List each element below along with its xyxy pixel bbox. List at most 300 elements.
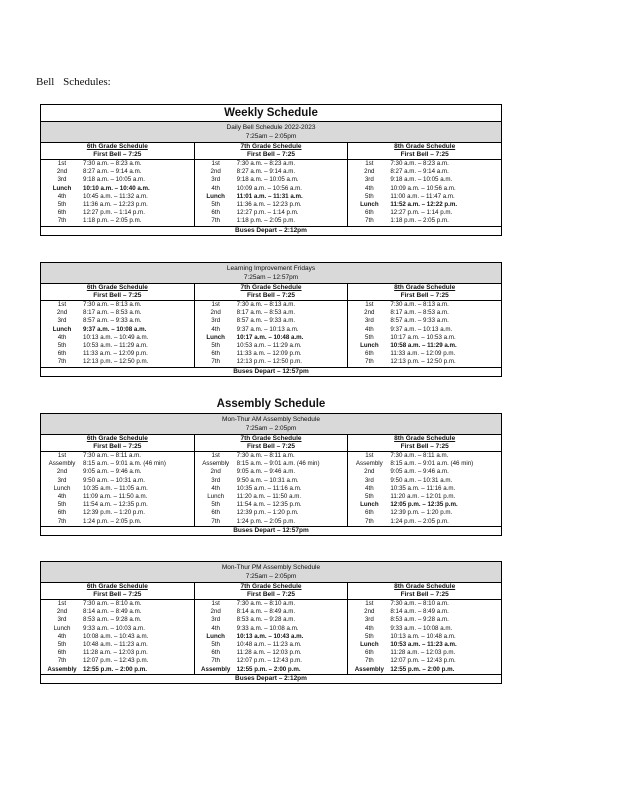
schedule-row xyxy=(195,350,348,358)
schedule-row xyxy=(348,641,501,649)
period-label: 7th xyxy=(211,657,220,665)
period-time: 1:24 p.m. – 2:05 p.m. xyxy=(83,517,142,525)
schedule-row xyxy=(41,350,194,358)
schedule-row xyxy=(195,342,348,350)
section-subtitle: Daily Bell Schedule 2022-2023 xyxy=(226,124,316,131)
period-label: 6th xyxy=(57,649,67,657)
period-label: 4th xyxy=(365,484,374,492)
period-time: 8:17 a.m. – 8:53 a.m. xyxy=(236,309,296,317)
schedule-row xyxy=(41,666,194,674)
first-bell: First Bell – 7:25 xyxy=(195,443,348,452)
grade-column xyxy=(41,435,195,526)
grade-column xyxy=(348,435,501,526)
grade-column xyxy=(348,284,501,367)
period-time: 10:17 a.m. – 10:48 a.m. xyxy=(236,333,304,341)
period-time: 11:36 a.m. – 12:23 p.m. xyxy=(236,200,302,208)
period-label: 3rd xyxy=(57,176,67,184)
period-label: 4th xyxy=(57,333,67,341)
period-time: 9:33 a.m. – 10:03 a.m. xyxy=(83,624,145,632)
period-time: 12:07 p.m. – 12:43 p.m. xyxy=(83,657,149,665)
period-time: 9:33 a.m. – 10:08 a.m. xyxy=(390,624,453,632)
period-time: 9:18 a.m. – 10:05 a.m. xyxy=(83,176,145,184)
schedule-row xyxy=(41,641,194,649)
section-subtitle-block xyxy=(41,562,501,583)
period-time: 10:13 a.m. – 10:48 a.m. xyxy=(390,632,456,640)
period-label: 1st xyxy=(365,452,374,459)
period-label: 3rd xyxy=(364,476,374,484)
schedule-row xyxy=(195,616,348,624)
period-time: 7:30 a.m. – 8:13 a.m. xyxy=(83,301,142,308)
schedule-row xyxy=(348,657,501,665)
schedule-row xyxy=(348,493,501,501)
period-time: 9:05 a.m. – 9:46 a.m. xyxy=(390,468,449,476)
period-label: Assembly xyxy=(202,460,230,468)
period-label: Lunch xyxy=(206,333,225,341)
period-time: 10:09 a.m. – 10:56 a.m. xyxy=(390,184,456,192)
schedule-row xyxy=(41,477,194,485)
schedule-row xyxy=(348,301,501,309)
schedule-row xyxy=(348,217,501,225)
schedule-row xyxy=(195,657,348,665)
grade-heading: 6th Grade Schedule xyxy=(86,435,148,442)
schedule-row xyxy=(348,452,501,460)
period-time: 8:57 a.m. – 9:33 a.m. xyxy=(236,317,296,325)
period-time: 12:55 p.m. – 2:00 p.m. xyxy=(83,665,147,673)
period-time: 8:17 a.m. – 8:53 a.m. xyxy=(390,309,449,317)
period-time: 11:54 a.m. – 12:35 p.m. xyxy=(236,501,302,509)
period-time: 7:30 a.m. – 8:13 a.m. xyxy=(236,301,296,308)
grade-columns xyxy=(41,583,501,674)
schedule-row xyxy=(195,468,348,476)
schedule-row xyxy=(195,518,348,526)
period-time: 8:14 a.m. – 8:49 a.m. xyxy=(390,608,449,616)
schedule-row xyxy=(195,185,348,193)
period-label: 6th xyxy=(211,649,220,657)
period-label: 6th xyxy=(211,350,220,358)
period-time: 11:20 a.m. – 11:50 a.m. xyxy=(236,492,302,500)
schedule-row xyxy=(195,326,348,334)
period-time: 12:05 p.m. – 12:35 p.m. xyxy=(390,501,458,509)
schedule-row xyxy=(195,201,348,209)
period-label: 2nd xyxy=(56,468,68,476)
period-time: 11:33 a.m. – 12:09 p.m. xyxy=(83,350,148,358)
schedule-row xyxy=(195,193,348,201)
period-label: 1st xyxy=(365,600,374,607)
grade-columns xyxy=(41,143,501,226)
period-label: 3rd xyxy=(211,476,221,484)
period-label: 5th xyxy=(57,200,67,208)
schedule-row xyxy=(348,176,501,184)
first-bell: First Bell – 7:25 xyxy=(195,151,348,160)
period-time: 8:27 a.m. – 9:14 a.m. xyxy=(236,168,296,176)
period-time: 11:28 a.m. – 12:03 p.m. xyxy=(236,649,302,657)
period-label: 4th xyxy=(211,325,220,333)
schedule-row xyxy=(41,509,194,517)
period-time: 1:24 p.m. – 2:05 p.m. xyxy=(236,517,296,525)
schedule-row xyxy=(41,657,194,665)
schedule-row xyxy=(195,217,348,225)
buses-depart: Buses Depart – 12:57pm xyxy=(41,367,501,376)
period-time: 10:10 a.m. – 10:40 a.m. xyxy=(83,184,150,192)
period-label: 2nd xyxy=(210,608,221,616)
schedule-row xyxy=(41,185,194,193)
period-label: 7th xyxy=(211,217,220,225)
period-time: 8:15 a.m. – 9:01 a.m. (46 min) xyxy=(236,460,320,468)
schedule-row xyxy=(348,185,501,193)
schedule-row xyxy=(348,350,501,358)
grade-heading: 8th Grade Schedule xyxy=(394,143,456,150)
period-label: Lunch xyxy=(206,192,225,200)
period-label: Lunch xyxy=(52,325,72,333)
schedule-row xyxy=(348,509,501,517)
period-label: 4th xyxy=(211,624,220,632)
period-label: 2nd xyxy=(364,168,375,176)
schedule-row xyxy=(41,633,194,641)
period-time: 9:50 a.m. – 10:31 a.m. xyxy=(83,476,145,484)
schedule-row xyxy=(348,625,501,633)
period-label: 5th xyxy=(365,192,374,200)
period-time: 12:39 p.m. – 1:20 p.m. xyxy=(236,509,299,517)
period-time: 10:45 a.m. – 11:32 a.m. xyxy=(83,192,148,200)
schedule-row xyxy=(41,176,194,184)
period-time: 9:37 a.m. – 10:13 a.m. xyxy=(390,325,453,333)
period-time: 12:13 p.m. – 12:50 p.m. xyxy=(390,358,456,366)
schedule-row xyxy=(41,334,194,342)
schedule-row xyxy=(348,485,501,493)
schedule-row xyxy=(348,168,501,176)
section-subtitle: Learning Improvement Fridays xyxy=(226,265,316,272)
period-time: 10:08 a.m. – 10:43 a.m. xyxy=(83,632,149,640)
schedule-row xyxy=(348,209,501,217)
grade-heading: 7th Grade Schedule xyxy=(240,143,302,150)
section-subtitle: Mon-Thur AM Assembly Schedule xyxy=(222,416,320,423)
period-time: 9:37 a.m. – 10:13 a.m. xyxy=(236,325,299,333)
period-time: 9:37 a.m. – 10:08 a.m. xyxy=(83,325,147,333)
period-time: 1:18 p.m. – 2:05 p.m. xyxy=(83,217,142,225)
period-label: 4th xyxy=(211,184,220,192)
period-time: 10:09 a.m. – 10:56 a.m. xyxy=(236,184,303,192)
schedule-row xyxy=(195,334,348,342)
schedule-row xyxy=(195,168,348,176)
period-label: 7th xyxy=(365,657,374,665)
schedule-row xyxy=(348,600,501,608)
grade-column xyxy=(195,435,349,526)
schedule-row xyxy=(348,160,501,168)
period-time: 7:30 a.m. – 8:23 a.m. xyxy=(236,160,296,167)
period-time: 10:13 a.m. – 10:49 a.m. xyxy=(83,333,149,341)
period-label: 7th xyxy=(365,217,374,225)
grade-columns xyxy=(41,435,501,526)
schedule-row xyxy=(348,193,501,201)
period-label: 4th xyxy=(365,624,374,632)
period-label: Lunch xyxy=(53,624,71,632)
period-time: 9:18 a.m. – 10:05 a.m. xyxy=(390,176,453,184)
period-label: 1st xyxy=(57,452,67,459)
schedule-row xyxy=(348,358,501,366)
period-time: 9:05 a.m. – 9:46 a.m. xyxy=(236,468,296,476)
schedule-row xyxy=(348,317,501,325)
period-label: 7th xyxy=(57,657,67,665)
period-time: 11:00 a.m. – 11:47 a.m. xyxy=(390,192,455,200)
period-label: Assembly xyxy=(355,460,383,468)
schedule-row xyxy=(348,633,501,641)
period-time: 12:55 p.m. – 2:00 p.m. xyxy=(390,665,455,673)
grade-column xyxy=(41,583,195,674)
period-time: 10:58 a.m. – 11:29 a.m. xyxy=(390,341,457,349)
period-label: 3rd xyxy=(211,176,221,184)
period-time: 11:33 a.m. – 12:09 p.m. xyxy=(390,350,456,358)
schedule-row xyxy=(41,193,194,201)
period-time: 11:52 a.m. – 12:22 p.m. xyxy=(390,200,458,208)
period-time: 10:13 a.m. – 10:43 a.m. xyxy=(236,632,304,640)
schedule-row xyxy=(41,301,194,309)
period-label: 7th xyxy=(211,517,220,525)
period-label: 7th xyxy=(211,358,220,366)
period-label: 7th xyxy=(57,517,67,525)
schedule-row xyxy=(348,616,501,624)
period-label: Lunch xyxy=(360,341,379,349)
period-time: 10:53 a.m. – 11:29 a.m. xyxy=(236,341,302,349)
first-bell: First Bell – 7:25 xyxy=(348,151,501,160)
schedule-row xyxy=(41,485,194,493)
schedule-row xyxy=(348,518,501,526)
schedule-row xyxy=(195,485,348,493)
schedule-row xyxy=(195,301,348,309)
period-time: 11:01 a.m. – 11:31 a.m. xyxy=(236,192,303,200)
period-time: 8:53 a.m. – 9:28 a.m. xyxy=(236,616,296,624)
period-label: 6th xyxy=(365,209,374,217)
am-assembly-table xyxy=(40,413,502,536)
period-label: 2nd xyxy=(210,168,221,176)
period-label: 5th xyxy=(57,341,67,349)
period-label: 7th xyxy=(57,358,67,366)
schedule-row xyxy=(41,625,194,633)
grade-heading: 7th Grade Schedule xyxy=(240,583,302,590)
buses-depart: Buses Depart – 2:12pm xyxy=(41,226,501,235)
period-time: 7:30 a.m. – 8:10 a.m. xyxy=(390,600,449,607)
schedule-row xyxy=(41,600,194,608)
period-label: Lunch xyxy=(360,501,379,509)
period-time: 8:14 a.m. – 8:49 a.m. xyxy=(83,608,142,616)
schedule-row xyxy=(348,608,501,616)
period-label: 4th xyxy=(57,192,67,200)
period-label: 5th xyxy=(211,200,220,208)
schedule-row xyxy=(348,649,501,657)
period-label: 2nd xyxy=(210,309,221,317)
period-time: 12:55 p.m. – 2:00 p.m. xyxy=(236,665,301,673)
schedule-row xyxy=(41,358,194,366)
period-time: 10:35 a.m. – 11:16 a.m. xyxy=(236,484,302,492)
period-time: 12:07 p.m. – 12:43 p.m. xyxy=(390,657,456,665)
period-label: 3rd xyxy=(57,616,67,624)
first-bell: First Bell – 7:25 xyxy=(195,591,348,600)
period-label: 1st xyxy=(57,600,67,607)
period-label: 6th xyxy=(365,350,374,358)
period-label: Assembly xyxy=(354,665,384,673)
schedule-row xyxy=(195,633,348,641)
first-bell: First Bell – 7:25 xyxy=(348,443,501,452)
period-time: 12:07 p.m. – 12:43 p.m. xyxy=(236,657,303,665)
period-label: 6th xyxy=(211,209,220,217)
schedule-row xyxy=(195,477,348,485)
grade-column xyxy=(41,284,195,367)
period-label: 6th xyxy=(211,509,220,517)
period-time: 1:18 p.m. – 2:05 p.m. xyxy=(236,217,296,225)
period-time: 7:30 a.m. – 8:11 a.m. xyxy=(390,452,449,459)
schedule-row xyxy=(348,477,501,485)
period-label: 4th xyxy=(57,632,67,640)
schedule-row xyxy=(348,201,501,209)
period-time: 8:14 a.m. – 8:49 a.m. xyxy=(236,608,296,616)
grade-column xyxy=(348,583,501,674)
schedule-row xyxy=(195,649,348,657)
first-bell: First Bell – 7:25 xyxy=(41,292,194,301)
period-label: 5th xyxy=(365,632,374,640)
section-time-range: 7:25am – 12:57pm xyxy=(243,274,299,281)
period-label: 1st xyxy=(365,160,374,167)
schedule-row xyxy=(41,217,194,225)
schedule-row xyxy=(41,518,194,526)
grade-heading: 6th Grade Schedule xyxy=(86,143,148,150)
grade-heading: 8th Grade Schedule xyxy=(394,284,456,291)
period-label: 2nd xyxy=(56,168,68,176)
period-time: 11:28 a.m. – 12:03 p.m. xyxy=(390,649,456,657)
schedule-row xyxy=(41,468,194,476)
period-time: 1:24 p.m. – 2:05 p.m. xyxy=(390,517,449,525)
period-time: 7:30 a.m. – 8:13 a.m. xyxy=(390,301,449,308)
period-label: 3rd xyxy=(57,317,67,325)
schedule-row xyxy=(348,334,501,342)
period-time: 12:13 p.m. – 12:50 p.m. xyxy=(236,358,303,366)
grade-heading: 6th Grade Schedule xyxy=(86,284,148,291)
section-title: Weekly Schedule xyxy=(41,105,501,122)
schedule-row xyxy=(41,309,194,317)
grade-columns xyxy=(41,284,501,367)
period-label: Assembly xyxy=(48,460,76,468)
period-time: 8:53 a.m. – 9:28 a.m. xyxy=(390,616,449,624)
schedule-row xyxy=(41,452,194,460)
period-label: 6th xyxy=(365,509,374,517)
period-label: Lunch xyxy=(360,640,379,648)
schedule-row xyxy=(41,501,194,509)
period-time: 1:18 p.m. – 2:05 p.m. xyxy=(390,217,449,225)
first-bell: First Bell – 7:25 xyxy=(195,292,348,301)
period-label: Lunch xyxy=(53,484,71,492)
period-time: 10:48 a.m. – 11:23 a.m. xyxy=(83,640,148,648)
section-subtitle: Mon-Thur PM Assembly Schedule xyxy=(221,564,321,571)
period-time: 11:33 a.m. – 12:09 p.m. xyxy=(236,350,302,358)
period-label: 5th xyxy=(57,640,67,648)
schedule-row xyxy=(348,326,501,334)
grade-heading: 6th Grade Schedule xyxy=(86,583,148,590)
period-label: 2nd xyxy=(364,608,375,616)
period-label: 1st xyxy=(211,301,220,308)
schedule-row xyxy=(41,201,194,209)
schedule-row xyxy=(41,649,194,657)
period-label: Lunch xyxy=(207,492,225,500)
period-label: 2nd xyxy=(56,309,68,317)
period-label: Assembly xyxy=(201,665,231,673)
period-label: 1st xyxy=(211,600,220,607)
period-time: 9:33 a.m. – 10:08 a.m. xyxy=(236,624,299,632)
period-time: 11:28 a.m. – 12:03 p.m. xyxy=(83,649,148,657)
grade-heading: 8th Grade Schedule xyxy=(394,435,456,442)
period-label: Lunch xyxy=(360,200,379,208)
period-label: 1st xyxy=(57,301,67,308)
period-time: 8:15 a.m. – 9:01 a.m. (46 min) xyxy=(390,460,474,468)
period-time: 12:27 p.m. – 1:14 p.m. xyxy=(390,209,453,217)
period-label: 7th xyxy=(365,517,374,525)
schedule-row xyxy=(41,326,194,334)
period-label: 3rd xyxy=(364,616,374,624)
period-label: 2nd xyxy=(210,468,221,476)
period-time: 7:30 a.m. – 8:11 a.m. xyxy=(236,452,295,459)
schedule-row xyxy=(195,625,348,633)
schedule-row xyxy=(41,160,194,168)
grade-column xyxy=(348,143,501,226)
schedule-row xyxy=(195,460,348,468)
period-label: 1st xyxy=(211,452,220,459)
grade-column xyxy=(195,284,349,367)
period-time: 11:36 a.m. – 12:23 p.m. xyxy=(83,200,148,208)
period-label: 2nd xyxy=(56,608,68,616)
schedule-row xyxy=(41,608,194,616)
period-label: Assembly xyxy=(47,665,77,673)
period-label: Lunch xyxy=(52,184,72,192)
buses-depart: Buses Depart – 2:12pm xyxy=(41,674,501,683)
period-label: 1st xyxy=(57,160,67,167)
period-label: 6th xyxy=(365,649,374,657)
period-label: 4th xyxy=(57,492,67,500)
section-time-range: 7:25am – 2:05pm xyxy=(245,425,297,432)
schedule-row xyxy=(195,176,348,184)
schedule-row xyxy=(41,493,194,501)
period-time: 8:53 a.m. – 9:28 a.m. xyxy=(83,616,142,624)
period-time: 10:35 a.m. – 11:05 a.m. xyxy=(83,484,148,492)
schedule-row xyxy=(195,509,348,517)
schedule-row xyxy=(195,209,348,217)
period-time: 8:27 a.m. – 9:14 a.m. xyxy=(390,168,449,176)
period-time: 12:39 p.m. – 1:20 p.m. xyxy=(83,509,145,517)
period-label: 4th xyxy=(365,184,374,192)
period-label: 5th xyxy=(211,501,220,509)
grade-column xyxy=(41,143,195,226)
schedule-row xyxy=(348,460,501,468)
schedule-row xyxy=(41,342,194,350)
schedule-row xyxy=(41,616,194,624)
period-label: 4th xyxy=(365,325,374,333)
period-time: 11:54 a.m. – 12:35 p.m. xyxy=(83,501,148,509)
period-label: 3rd xyxy=(364,176,374,184)
schedule-row xyxy=(195,358,348,366)
first-bell: First Bell – 7:25 xyxy=(348,591,501,600)
period-label: 7th xyxy=(57,217,67,225)
period-time: 7:30 a.m. – 8:10 a.m. xyxy=(83,600,142,607)
period-label: 5th xyxy=(365,492,374,500)
schedule-row xyxy=(195,608,348,616)
period-label: 1st xyxy=(365,301,374,308)
schedule-row xyxy=(348,666,501,674)
period-time: 10:53 a.m. – 11:23 a.m. xyxy=(390,640,457,648)
period-label: 3rd xyxy=(364,317,374,325)
first-bell: First Bell – 7:25 xyxy=(348,292,501,301)
first-bell: First Bell – 7:25 xyxy=(41,151,194,160)
grade-column xyxy=(195,143,349,226)
period-time: 10:17 a.m. – 10:53 a.m. xyxy=(390,333,456,341)
schedule-row xyxy=(41,460,194,468)
schedule-row xyxy=(195,501,348,509)
period-time: 9:50 a.m. – 10:31 a.m. xyxy=(390,476,453,484)
